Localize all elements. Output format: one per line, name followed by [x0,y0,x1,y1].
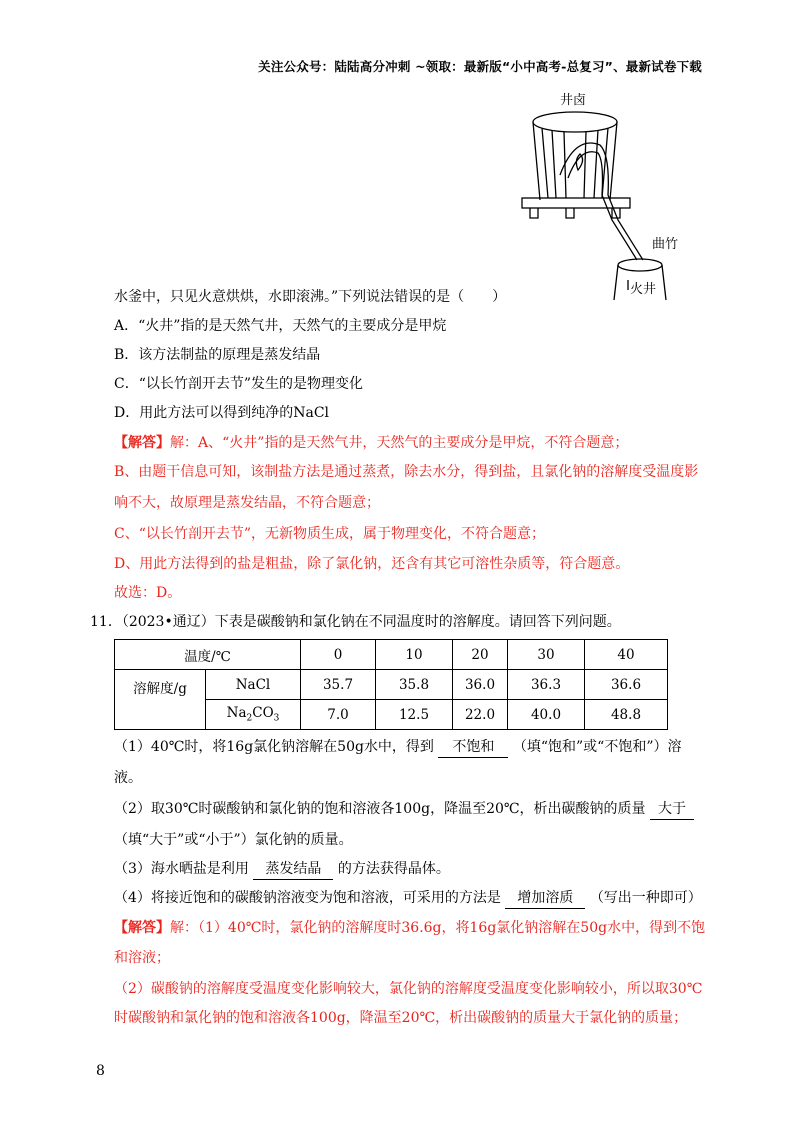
q11-answer-line-2: 和溶液； [114,950,170,966]
blank-answer: 不饱和 [438,737,508,758]
blank-answer: 大于 [650,799,694,820]
q10-stem-tail: 水釜中，只见火意烘烘，水即滚沸。”下列说法错误的是（ ） [114,289,507,305]
table-header-temp: 温度/℃ [115,640,301,670]
q11-part4: （4）将接近饱和的碳酸钠溶液变为饱和溶液，可采用的方法是 增加溶质 （写出一种即可） [114,888,702,909]
q10-option-d: D．用此方法可以得到纯净的NaCl [114,405,330,421]
page-header: 关注公众号：陆陆高分冲刺 ~领取：最新版“小中高考-总复习”、最新试卷下载 [258,59,702,74]
table-row [115,670,668,700]
q11-stem: 11．（2023•通辽）下表是碳酸钠和氯化钠在不同温度时的溶解度。请回答下列问题。 [90,614,621,630]
table-cell: 22.0 [453,700,508,730]
q11-part1-cont: 液。 [114,770,142,786]
table-cell: 36.0 [453,670,508,700]
table-cell: NaCl [206,670,301,700]
table-cell: 0 [301,640,376,670]
figure-label-top: 井卤 [560,93,587,108]
table-cell: 36.3 [508,670,585,700]
q11-answer-tag: 【解答】 [114,920,170,936]
solubility-table [114,639,668,730]
q11-answer-line-3: （2）碳酸钠的溶解度受温度变化影响较大，氯化钠的溶解度受温度变化影响较小，所以取30℃ [114,981,703,997]
table-cell: 7.0 [301,700,376,730]
q11-answer-line-1: 【解答】解：（1）40℃时，氯化钠的溶解度时36.6g，将16g氯化钠溶解在50g水中，得到不饱 [114,920,706,936]
q11-part3: （3）海水晒盐是利用 蒸发结晶 的方法获得晶体。 [114,859,450,880]
table-cell: 35.8 [376,670,453,700]
table-cell: 35.7 [301,670,376,700]
salt-well-figure-icon [520,90,690,305]
q10-answer-tag: 【解答】 [114,435,170,451]
blank-answer: 蒸发结晶 [253,859,333,880]
q10-option-b: B．该方法制盐的原理是蒸发结晶 [114,347,321,363]
q10-answer-line-4: C、“以长竹剖开去节”，无新物质生成，属于物理变化，不符合题意； [114,526,546,542]
q11-part1: （1）40℃时，将16g氯化钠溶解在50g水中，得到 不饱和 （填“饱和”或“不饱和”）溶 [114,737,681,758]
q10-answer-line-3: 响不大，故原理是蒸发结晶，不符合题意； [114,495,380,511]
q10-answer-line-1: 【解答】解：A、“火井”指的是天然气井，天然气的主要成分是甲烷，不符合题意； [114,435,629,451]
q10-answer-line-6: 故选：D。 [114,585,182,601]
table-cell: 40.0 [508,700,585,730]
table-cell: 36.6 [585,670,668,700]
q11-answer-line-4: 时碳酸钠和氯化钠的饱和溶液各100g，降温至20℃，析出碳酸钠的质量大于氯化钠的质量； [114,1010,688,1026]
q10-answer-line-2: B、由题干信息可知，该制盐方法是通过蒸煮，除去水分，得到盐，且氯化钠的溶解度受温度影 [114,464,699,480]
table-row [115,640,668,670]
q11-part2-cont: （填“大于”或“小于”）氯化钠的质量。 [114,832,353,848]
table-cell: 12.5 [376,700,453,730]
q10-option-a: A．“火井”指的是天然气井，天然气的主要成分是甲烷 [114,318,447,334]
figure-label-pipe: 曲竹 [652,237,679,252]
table-cell: 20 [453,640,508,670]
table-cell: 10 [376,640,453,670]
table-cell: 48.8 [585,700,668,730]
table-row-label: 溶解度/g [115,670,206,730]
table-cell-na2co3: $Na_2CO_3$ [206,700,301,730]
figure-label-well: 火井 [630,282,657,297]
table-cell: 40 [585,640,668,670]
page-number: 8 [96,1063,105,1079]
blank-answer: 增加溶质 [505,888,585,909]
q10-option-c: C．“以长竹剖开去节”发生的是物理变化 [114,376,364,392]
table-cell: 30 [508,640,585,670]
q11-part2: （2）取30℃时碳酸钠和氯化钠的饱和溶液各100g，降温至20℃，析出碳酸钠的质量 大于 [114,799,694,820]
q10-answer-line-5: D、用此方法得到的盐是粗盐，除了氯化钠，还含有其它可溶性杂质等，符合题意。 [114,556,630,572]
